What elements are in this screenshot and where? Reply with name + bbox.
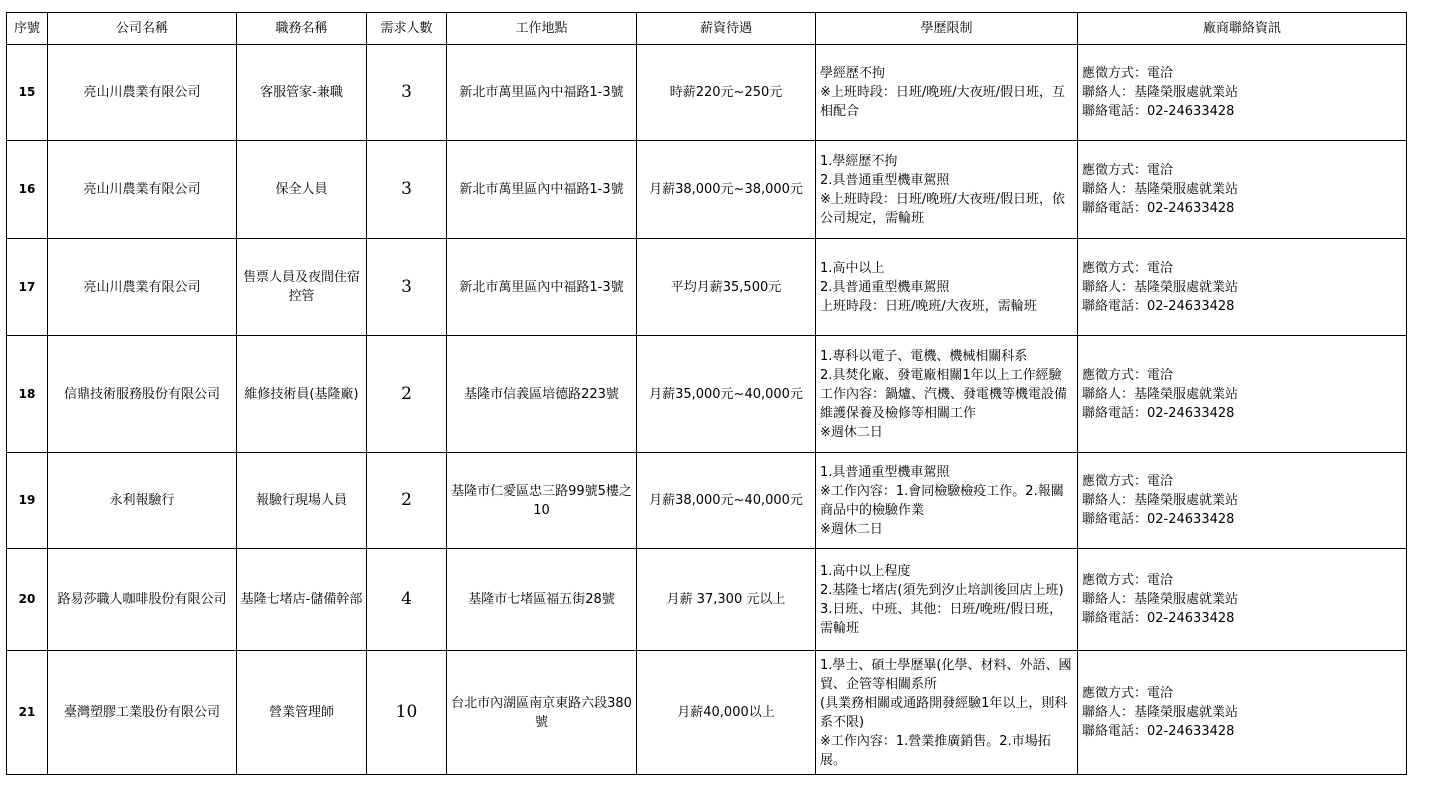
cell-company: 亮山川農業有限公司 xyxy=(48,141,237,239)
cell-contact xyxy=(1078,336,1407,453)
table-row xyxy=(7,336,1407,453)
header-count: 需求人數 xyxy=(367,13,447,45)
cell-location: 台北市內湖區南京東路六段380號 xyxy=(447,651,637,775)
cell-job: 售票人員及夜間住宿控管 xyxy=(237,239,367,336)
header-job: 職務名稱 xyxy=(237,13,367,45)
cell-salary: 月薪40,000以上 xyxy=(637,651,816,775)
cell-company: 路易莎職人咖啡股份有限公司 xyxy=(48,549,237,651)
cell-seq: 21 xyxy=(7,651,48,775)
header-salary: 薪資待遇 xyxy=(637,13,816,45)
cell-count: 4 xyxy=(367,549,447,651)
cell-company: 亮山川農業有限公司 xyxy=(48,45,237,141)
cell-job: 基隆七堵店-儲備幹部 xyxy=(237,549,367,651)
header-requirements: 學歷限制 xyxy=(816,13,1078,45)
header-company: 公司名稱 xyxy=(48,13,237,45)
contact-line: 應徵方式：電洽 xyxy=(1082,163,1174,178)
requirement-line: (具業務相關或通路開發經驗1年以上，則科系不限) xyxy=(820,695,1068,730)
cell-job: 報驗行現場人員 xyxy=(237,453,367,549)
contact-line: 應徵方式：電洽 xyxy=(1082,686,1174,701)
cell-company: 永利報驗行 xyxy=(48,453,237,549)
requirement-line: ※工作內容：1.會同檢驗檢疫工作。2.報關商品中的檢驗作業 xyxy=(820,483,1064,518)
requirement-line: 2.具普通重型機車駕照 xyxy=(820,172,950,188)
requirement-line: 1.高中以上 xyxy=(820,260,885,276)
requirement-line: 2.基隆七堵店(須先到汐止培訓後回店上班) xyxy=(820,582,1064,598)
cell-salary: 月薪38,000元~40,000元 xyxy=(637,453,816,549)
contact-line: 聯絡電話：02-24633428 xyxy=(1082,298,1235,314)
contact-line: 應徵方式：電洽 xyxy=(1082,474,1174,489)
cell-contact xyxy=(1078,45,1407,141)
header-seq: 序號 xyxy=(7,13,48,45)
cell-seq: 16 xyxy=(7,141,48,239)
table-row xyxy=(7,141,1407,239)
cell-location: 基隆市七堵區福五街28號 xyxy=(447,549,637,651)
cell-count: 10 xyxy=(367,651,447,775)
cell-requirements xyxy=(816,239,1078,336)
cell-seq: 20 xyxy=(7,549,48,651)
cell-requirements xyxy=(816,453,1078,549)
cell-job: 維修技術員(基隆廠) xyxy=(237,336,367,453)
cell-company: 信鼎技術服務股份有限公司 xyxy=(48,336,237,453)
table-row xyxy=(7,453,1407,549)
cell-count: 2 xyxy=(367,453,447,549)
cell-seq: 18 xyxy=(7,336,48,453)
cell-job: 營業管理師 xyxy=(237,651,367,775)
requirement-line: 1.學士、碩士學歷畢(化學、材料、外語、國貿、企管等相關系所 xyxy=(820,657,1072,692)
contact-line: 聯絡電話：02-24633428 xyxy=(1082,405,1235,421)
cell-count: 3 xyxy=(367,239,447,336)
contact-line: 應徵方式：電洽 xyxy=(1082,260,1174,276)
cell-salary: 平均月薪35,500元 xyxy=(637,239,816,336)
cell-salary: 月薪38,000元~38,000元 xyxy=(637,141,816,239)
contact-line: 聯絡人：基隆榮服處就業站 xyxy=(1082,85,1239,100)
cell-location: 基隆市仁愛區忠三路99號5樓之10 xyxy=(447,453,637,549)
cell-location: 新北市萬里區內中福路1-3號 xyxy=(447,45,637,141)
cell-location: 新北市萬里區內中福路1-3號 xyxy=(447,141,637,239)
cell-requirements xyxy=(816,651,1078,775)
cell-salary: 月薪 37,300 元以上 xyxy=(637,549,816,651)
contact-line: 聯絡人：基隆榮服處就業站 xyxy=(1082,279,1239,295)
cell-requirements xyxy=(816,45,1078,141)
requirement-line: 工作內容：鍋爐、汽機、發電機等機電設備維護保養及檢修等相關工作 xyxy=(820,386,1068,421)
requirement-line: ※週休二日 xyxy=(820,521,883,537)
cell-contact xyxy=(1078,239,1407,336)
cell-requirements xyxy=(816,141,1078,239)
header-row xyxy=(7,13,1407,45)
cell-seq: 17 xyxy=(7,239,48,336)
cell-contact xyxy=(1078,549,1407,651)
cell-requirements xyxy=(816,336,1078,453)
header-location: 工作地點 xyxy=(447,13,637,45)
contact-line: 應徵方式：電洽 xyxy=(1082,573,1174,588)
header-contact: 廠商聯絡資訊 xyxy=(1078,13,1407,45)
requirement-line: 1.專科以電子、電機、機械相關科系 xyxy=(820,348,1028,364)
cell-seq: 15 xyxy=(7,45,48,141)
contact-line: 聯絡電話：02-24633428 xyxy=(1082,104,1235,119)
requirement-line: 1.高中以上程度 xyxy=(820,563,911,579)
table-row xyxy=(7,45,1407,141)
requirement-line: 2.具普通重型機車駕照 xyxy=(820,279,950,295)
requirement-line: ※週休二日 xyxy=(820,424,883,440)
cell-contact xyxy=(1078,453,1407,549)
table-row xyxy=(7,549,1407,651)
contact-line: 聯絡電話：02-24633428 xyxy=(1082,201,1235,216)
requirement-line: 3.日班、中班、其他：日班/晚班/假日班，需輪班 xyxy=(820,601,1063,636)
cell-job: 保全人員 xyxy=(237,141,367,239)
requirement-line: 1.具普通重型機車駕照 xyxy=(820,464,950,480)
requirement-line: 上班時段：日班/晚班/大夜班，需輪班 xyxy=(820,298,1037,314)
requirement-line: 2.具焚化廠、發電廠相關1年以上工作經驗 xyxy=(820,367,1062,383)
cell-location: 基隆市信義區培德路223號 xyxy=(447,336,637,453)
requirement-line: ※上班時段：日班/晚班/大夜班/假日班，依公司規定，需輪班 xyxy=(820,191,1066,226)
cell-company: 亮山川農業有限公司 xyxy=(48,239,237,336)
contact-line: 聯絡人：基隆榮服處就業站 xyxy=(1082,493,1239,508)
cell-salary: 時薪220元~250元 xyxy=(637,45,816,141)
cell-requirements xyxy=(816,549,1078,651)
cell-contact xyxy=(1078,141,1407,239)
contact-line: 聯絡人：基隆榮服處就業站 xyxy=(1082,592,1239,607)
requirement-line: 學經歷不拘 xyxy=(820,66,886,81)
cell-contact xyxy=(1078,651,1407,775)
contact-line: 聯絡人：基隆榮服處就業站 xyxy=(1082,182,1239,197)
requirement-line: ※工作內容：1.營業推廣銷售。2.市場拓展。 xyxy=(820,733,1051,768)
table-body xyxy=(7,45,1407,775)
table-row xyxy=(7,239,1407,336)
job-listing-sheet xyxy=(6,12,1407,775)
cell-company: 臺灣塑膠工業股份有限公司 xyxy=(48,651,237,775)
contact-line: 應徵方式：電洽 xyxy=(1082,66,1174,81)
requirement-line: 1.學經歷不拘 xyxy=(820,153,898,169)
requirement-line: ※上班時段：日班/晚班/大夜班/假日班，互相配合 xyxy=(820,85,1066,119)
cell-count: 3 xyxy=(367,141,447,239)
cell-job: 客服管家-兼職 xyxy=(237,45,367,141)
contact-line: 聯絡人：基隆榮服處就業站 xyxy=(1082,386,1239,402)
cell-salary: 月薪35,000元~40,000元 xyxy=(637,336,816,453)
contact-line: 聯絡電話：02-24633428 xyxy=(1082,512,1235,527)
job-table xyxy=(6,12,1407,775)
cell-seq: 19 xyxy=(7,453,48,549)
cell-location: 新北市萬里區內中福路1-3號 xyxy=(447,239,637,336)
table-row xyxy=(7,651,1407,775)
cell-count: 2 xyxy=(367,336,447,453)
contact-line: 聯絡電話：02-24633428 xyxy=(1082,724,1235,739)
contact-line: 聯絡電話：02-24633428 xyxy=(1082,611,1235,626)
contact-line: 應徵方式：電洽 xyxy=(1082,367,1174,383)
contact-line: 聯絡人：基隆榮服處就業站 xyxy=(1082,705,1239,720)
cell-count: 3 xyxy=(367,45,447,141)
